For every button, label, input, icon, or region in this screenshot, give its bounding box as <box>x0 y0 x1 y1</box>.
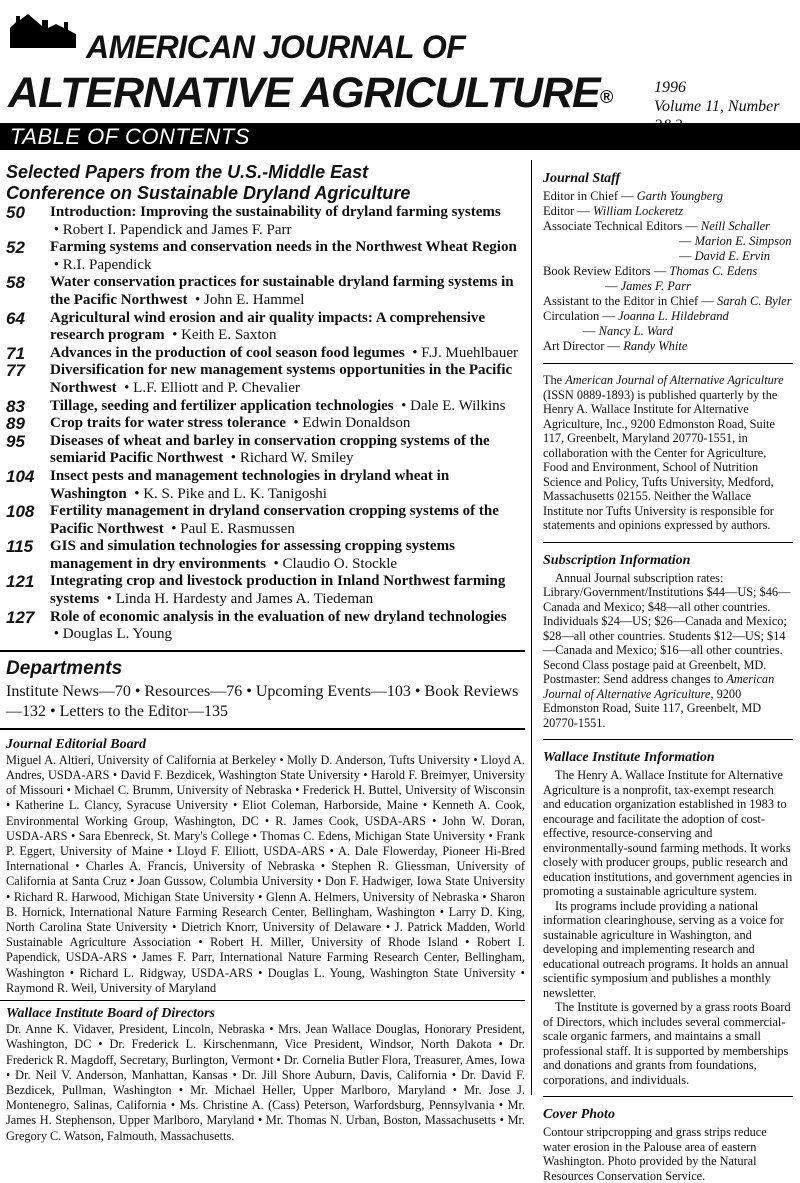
divider <box>0 728 525 730</box>
article-title: Crop traits for water stress tolerance <box>50 415 286 432</box>
bullet: • <box>50 626 63 643</box>
article-title: Diversification for new management systems opportunities in the Pacific Northwest <box>50 362 513 396</box>
article-item <box>0 415 525 433</box>
article-title: Advances in the production of cool season food legumes <box>50 344 405 361</box>
staff-row <box>543 204 793 219</box>
staff-row <box>543 324 793 339</box>
article-item <box>0 239 525 274</box>
article-item <box>0 573 525 608</box>
wallace-info-p1: The Henry A. Wallace Institute for Alternative Agriculture is a nonprofit, tax-exempt research and education organization established in 1983 to encourage and facilitate the adoption of cost-effective, resource-conserving and environmentally-sound farming methods. It works closely with producer groups, public research and education institutions, and government agencies in promoting a sustainable agriculture system. <box>543 768 793 898</box>
article-page: 95 <box>6 431 25 451</box>
article-page: 52 <box>6 238 25 258</box>
divider <box>543 542 793 543</box>
divider <box>543 363 793 364</box>
staff-row <box>543 234 793 249</box>
article-title: Diseases of wheat and barley in conservation cropping systems of the semiarid Pacific Northwest <box>50 432 490 467</box>
departments-title: Departments <box>6 657 123 679</box>
article-authors: Keith E. Saxton <box>181 327 277 344</box>
article-authors: Paul E. Rasmussen <box>180 520 295 537</box>
masthead <box>0 0 800 150</box>
article-title: Agricultural wind erosion and air quality impacts: A comprehensive research program <box>50 309 486 344</box>
divider <box>0 1000 525 1001</box>
bullet: • <box>408 344 422 361</box>
article-authors: Richard W. Smiley <box>239 450 354 467</box>
article-item <box>0 609 525 644</box>
article-authors: F.J. Muehlbauer <box>421 344 518 361</box>
bullet: • <box>130 485 144 502</box>
cover-photo-text: Contour stripcropping and grass strips reduce water erosion in the Palouse area of eastern Washington. Photo provided by the Natural Resources Conservation Service. <box>543 1125 767 1183</box>
staff-role: — <box>605 279 621 293</box>
article-page: 83 <box>6 396 25 416</box>
cover-photo-title: Cover Photo <box>543 1107 615 1122</box>
article-title: Fertility management in dryland conservation cropping systems of the Pacific Northwest <box>50 503 499 537</box>
staff-name: James F. Parr <box>620 279 691 293</box>
article-title: Water conservation practices for sustainable dryland farming systems in the Pacific Northwest <box>50 274 514 308</box>
staff-name: William Lockeretz <box>593 204 684 218</box>
bullet: • <box>167 520 181 537</box>
article-item <box>0 274 525 309</box>
article-page: 89 <box>6 414 25 434</box>
article-page: 104 <box>6 466 35 486</box>
institute-board-list: Dr. Anne K. Vidaver, President, Lincoln, Nebraska • Mrs. Jean Wallace Douglas, Honorary President, Washington, DC • Dr. Frederick L. Kirschenmann, Vice President, Windsor, North Dakota • Dr. Frederick R. Magdoff, Secretary, Burlington, Vermont • Dr. Cornelia Butler Flora, Treasurer, Ames, Iowa • Dr. Neil V. Anderson, Manhattan, Kansas • Dr. Jill Shore Auburn, Davis, California • Dr. David F. Bezdicek, Pullman, Washington • Mr. Michael Heller, Upper Marlboro, Maryland • Mr. Jose J. Montenegro, Salinas, California • Ms. Christine A. (Cass) Peterson, Warfordsburg, Pennsylvania • Mr. James H. Stephenson, Upper Marlboro, Maryland • Mr. Thomas N. Urban, Boston, Massachusetts • Mr. Gregory C. Watson, Falmouth, Massachusetts. <box>6 1022 525 1143</box>
article-page: 115 <box>6 537 34 557</box>
article-page: 50 <box>6 203 25 222</box>
staff-row <box>543 219 793 234</box>
staff-row <box>543 339 793 354</box>
article-item <box>0 503 525 538</box>
staff-row <box>543 294 793 309</box>
publication-note: The American Journal of Alternative Agriculture (ISSN 0889-1893) is published quarterly by the Henry A. Wallace Institute for Alternative Agriculture, Inc., 9200 Edmonston Road, Suite 117, Greenbelt, Maryland 20770-1551, in collaboration with the Center for Agriculture, Food and Environment, School of Nutrition Science and Policy, Tufts University, Medford, Massachusetts 02155. Neither the Wallace Institute nor Tufts University is responsible for statements and opinions expressed by authors. <box>543 373 784 532</box>
staff-role: Circulation — <box>543 309 618 323</box>
wallace-info-p3: The Institute is governed by a grass roots Board of Directors, which includes several commercial-scale organic farmers, and maintains a small professional staff. It is supported by memberships and donations and grants from foundations, corporations, and individuals. <box>543 1000 791 1087</box>
article-page: 77 <box>6 361 25 381</box>
bullet: • <box>120 379 134 396</box>
staff-role: — <box>583 324 599 338</box>
staff-row <box>543 189 793 204</box>
subscription-title: Subscription Information <box>543 552 691 568</box>
institute-board-title: Wallace Institute Board of Directors <box>6 1006 215 1022</box>
article-authors: Edwin Donaldson <box>302 415 411 432</box>
journal-title-line2: ALTERNATIVE AGRICULTURE® <box>8 69 612 117</box>
divider <box>543 739 793 740</box>
staff-name: Neill Schaller <box>700 219 770 233</box>
staff-name: Garth Youngberg <box>636 189 723 203</box>
journal-staff-list <box>543 189 793 354</box>
staff-role: — <box>679 234 695 248</box>
section-title: Selected Papers from the U.S.-Middle East Conference on Sustainable Dryland Agriculture <box>6 162 411 203</box>
article-item <box>0 310 525 345</box>
article-authors: L.F. Elliott and P. Chevalier <box>133 379 300 396</box>
staff-role: Book Review Editors — <box>543 264 670 278</box>
article-title: GIS and simulation technologies for assessing cropping systems management in dry environments <box>50 538 455 572</box>
staff-name: Nancy L. Ward <box>598 324 674 338</box>
article-item <box>0 204 525 239</box>
staff-row <box>543 309 793 324</box>
staff-role: Editor in Chief — <box>543 189 637 203</box>
staff-role: Associate Technical Editors — <box>543 219 701 233</box>
barn-logo-icon <box>8 14 78 48</box>
article-authors: Douglas L. Young <box>62 626 172 643</box>
bullet: • <box>50 221 63 238</box>
article-authors: John E. Hammel <box>203 291 305 308</box>
article-page: 64 <box>6 308 25 328</box>
staff-name: Randy White <box>623 339 688 353</box>
staff-name: Marion E. Simpson <box>694 234 792 248</box>
staff-name: Joanna L. Hildebrand <box>618 309 729 323</box>
staff-role: Editor — <box>543 204 593 218</box>
toc-label: TABLE OF CONTENTS <box>10 124 250 149</box>
article-page: 121 <box>6 572 35 592</box>
contents-column <box>0 162 525 1144</box>
article-page: 58 <box>6 273 25 293</box>
bullet: • <box>269 555 283 572</box>
bullet: • <box>191 291 204 308</box>
staff-role: — <box>679 249 695 263</box>
article-item <box>0 345 525 363</box>
departments-list: Institute News—70 • Resources—76 • Upcoming Events—103 • Book Reviews—132 • Letters to the Editor—135 <box>6 682 519 720</box>
journal-staff-title: Journal Staff <box>543 171 621 186</box>
toc-banner <box>0 123 800 150</box>
wallace-info-title: Wallace Institute Information <box>543 750 715 765</box>
staff-row <box>543 264 793 279</box>
article-page: 71 <box>6 343 25 363</box>
article-title: Role of economic analysis in the evaluation of new dryland technologies <box>50 608 507 625</box>
article-item <box>0 538 525 573</box>
article-authors: Robert I. Papendick and James F. Parr <box>62 221 292 238</box>
wallace-info-p2: Its programs include providing a national information clearinghouse, serving as a voice for sustainable agriculture in Washington, and developing and implementing research and educational outreach programs. It holds an annual scientific symposium and publishes a monthly newsletter. <box>543 898 789 1000</box>
staff-name: Sarah C. Byler <box>716 294 792 308</box>
bullet: • <box>227 450 240 467</box>
article-title: Tillage, seeding and fertilizer application technologies <box>50 397 394 414</box>
journal-title-line1: AMERICAN JOURNAL OF <box>86 29 466 65</box>
article-item <box>0 433 525 468</box>
article-item <box>0 468 525 503</box>
info-column <box>543 170 793 1183</box>
article-item <box>0 362 525 397</box>
subscription-text: Annual Journal subscription rates: Library/Government/Institutions $44—US; $46—Canada and Mexico; $48—all other countries. Individuals $24—US; $26—Canada and Mexico; $28—all other countries. Students $12—US; $14—Canada and Mexico; $16—all other countries. Second Class postage paid at Greenbelt, MD. Postmaster: Send address changes to American Journal of Alternative Agriculture, 9200 Edmonston Road, Suite 117, Greenbelt, MD 20770-1551. <box>543 570 791 730</box>
article-list <box>0 204 525 644</box>
divider <box>543 1096 793 1097</box>
bullet: • <box>289 415 303 432</box>
article-page: 108 <box>6 502 35 522</box>
staff-role: Assistant to the Editor in Chief — <box>543 294 717 308</box>
article-authors: K. S. Pike and L. K. Tanigoshi <box>143 485 327 502</box>
article-title: Introduction: Improving the sustainability of dryland farming systems <box>50 204 501 220</box>
staff-name: David E. Ervin <box>694 249 770 263</box>
issue-volume: Volume 11, Number <box>654 98 780 115</box>
editorial-board-list: Miguel A. Altieri, University of California at Berkeley • Molly D. Anderson, Tufts University • Lloyd A. Andres, USDA-ARS • David F. Bezdicek, Washington State University • Harold F. Breimyer, University of Missouri • Michael C. Brumm, University of Nebraska • Frederick H. Buttel, University of Wisconsin • Katherine L. Clancy, Syracuse University • Eliot Coleman, Harborside, Maine • Kenneth A. Cook, Environmental Working Group, Washington, DC • R. James Cook, USDA-ARS • John W. Doran, USDA-ARS • Sara Ebenreck, St. Mary's College • Thomas C. Edens, Michigan State University • Frank P. Eggert, University of Maine • Lloyd F. Elliott, USDA-ARS • A. Dale Flowerday, Pioneer Hi-Bred International • Charles A. Francis, University of Nebraska • Stephen R. Gliessman, University of California at Santa Cruz • Joan Gussow, Columbia University • Don F. Hadwiger, Iowa State University • Richard R. Harwood, Michigan State University • Glenn A. Helmers, University of Nebraska • Sharon B. Hornick, International Nature Farming Research Center, Bellingham, Washington • Larry D. King, North Carolina State University • Dietrich Knorr, University of Delaware • J. Patrick Madden, World Sustainable Agriculture Association • Robert H. Miller, University of Rhode Island • Robert I. Papendick, USDA-ARS • James F. Parr, International Nature Farming Research Center, Bellingham, Washington • Richard L. Ridgway, USDA-ARS • Douglas L. Young, Washington State University • Raymond R. Weil, University of Maryland <box>6 752 525 995</box>
column-divider <box>531 160 532 1095</box>
issue-year: 1996 <box>654 79 686 96</box>
registered-mark: ® <box>599 87 612 107</box>
bullet: • <box>102 591 116 608</box>
divider <box>0 650 525 652</box>
article-authors: Linda H. Hardesty and James A. Tiedeman <box>115 591 374 608</box>
article-authors: Claudio O. Stockle <box>282 555 398 572</box>
bullet: • <box>50 256 63 273</box>
article-title: Farming systems and conservation needs in the Northwest Wheat Region <box>50 239 517 256</box>
staff-role: Art Director — <box>543 339 624 353</box>
editorial-board-title: Journal Editorial Board <box>6 736 147 752</box>
article-title: Integrating crop and livestock production in Inland Northwest farming systems <box>50 573 506 608</box>
article-title: Insect pests and management technologies in dryland wheat in Washington <box>50 467 450 502</box>
staff-row <box>543 279 793 294</box>
article-authors: Dale E. Wilkins <box>410 397 506 414</box>
article-item <box>0 398 525 416</box>
article-page: 127 <box>6 607 35 627</box>
bullet: • <box>168 327 182 344</box>
bullet: • <box>397 397 411 414</box>
staff-row <box>543 249 793 264</box>
staff-name: Thomas C. Edens <box>669 264 758 278</box>
article-authors: R.I. Papendick <box>62 256 152 273</box>
